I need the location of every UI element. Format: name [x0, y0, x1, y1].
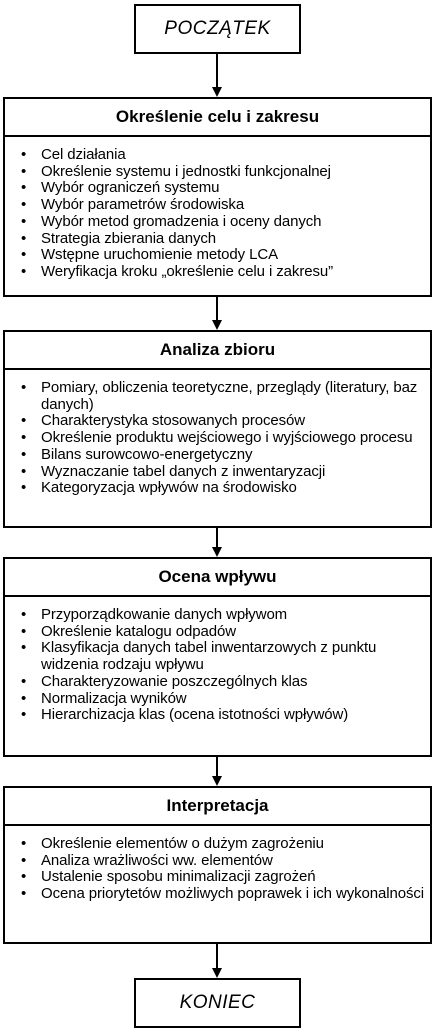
- start-label: POCZĄTEK: [164, 18, 271, 39]
- inventory-title: Analiza zbioru: [5, 332, 430, 370]
- list-item: • Cel działania: [21, 146, 126, 163]
- goal-scope-list: [5, 137, 430, 287]
- list-item: • Określenie elementów o dużym zagrożeniu: [21, 835, 324, 852]
- list-item: • Wstępne uruchomienie metody LCA: [21, 246, 279, 264]
- list-item: • Ocena priorytetów możliwych poprawek i ich wykonalności: [21, 885, 424, 903]
- list-item: • Wybór metod gromadzenia i oceny danych: [21, 212, 322, 230]
- impact-title: Ocena wpływu: [5, 559, 430, 597]
- impact-list: [5, 597, 430, 730]
- list-item: • Wybór ograniczeń systemu: [21, 179, 220, 197]
- goal-scope-block: [3, 97, 432, 297]
- list-item: • Określenie produktu wejściowego i wyjściowego procesu: [21, 429, 413, 447]
- list-item: • Analiza wrażliwości ww. elementów: [21, 851, 273, 869]
- list-item: • Hierarchizacja klas (ocena istotności wpływów): [21, 706, 349, 724]
- list-item: • Charakterystyka stosowanych procesów: [21, 412, 306, 430]
- end-label: KONIEC: [179, 992, 256, 1013]
- list-item: • Pomiary, obliczenia teoretyczne, przeglądy (literatury, baz danych): [21, 379, 418, 413]
- interpretation-list: [5, 826, 430, 909]
- list-item: • Wybór parametrów środowiska: [21, 196, 245, 214]
- list-item: • Weryfikacja kroku „określenie celu i zakresu”: [21, 262, 333, 280]
- list-item: • Strategia zbierania danych: [21, 229, 217, 247]
- impact-block: [3, 557, 432, 757]
- inventory-block: [3, 330, 432, 528]
- list-item: • Określenie systemu i jednostki funkcjonalnej: [21, 162, 331, 180]
- list-item: • Kategoryzacja wpływów na środowisko: [21, 479, 297, 497]
- list-item: • Charakteryzowanie poszczególnych klas: [21, 672, 308, 690]
- goal-scope-title: Określenie celu i zakresu: [5, 99, 430, 137]
- inventory-list: [5, 370, 430, 503]
- list-item: • Wyznaczanie tabel danych z inwentaryzacji: [21, 462, 326, 480]
- list-item: • Bilans surowcowo-energetyczny: [21, 445, 253, 463]
- start-terminal: [134, 4, 301, 54]
- end-terminal: [134, 978, 301, 1028]
- list-item: • Klasyfikacja danych tabel inwentarzowych z punktu widzenia rodzaju wpływu: [21, 639, 377, 674]
- list-item: • Ustalenie sposobu minimalizacji zagrożeń: [21, 868, 316, 886]
- list-item: • Określenie katalogu odpadów: [21, 622, 236, 640]
- interpretation-title: Interpretacja: [5, 788, 430, 826]
- list-item: • Normalizacja wyników: [21, 689, 187, 707]
- interpretation-block: [3, 786, 432, 944]
- list-item: • Przyporządkowanie danych wpływom: [21, 606, 288, 623]
